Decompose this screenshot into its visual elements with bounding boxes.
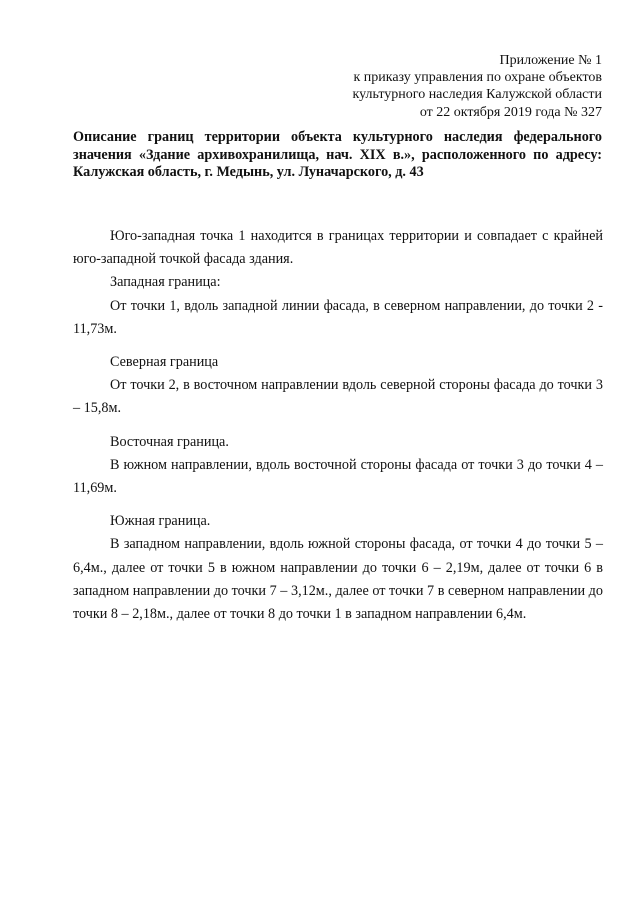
south-boundary-text: В западном направлении, вдоль южной стороны фасада, от точки 4 до точки 5 – 6,4м., далее от точки 5 в южном направлении до точки 6 – 2,19м, далее от точки 6 в западном направлении до точки 7 – 3,12м., далее от точки 7 в северном направлении до точки 8 – 2,18м., далее от точки 8 до точки 1 в западном направлении 6,4м. (73, 536, 603, 623)
south-boundary-heading: Южная граница. (110, 513, 211, 530)
appendix-line-authority: культурного наследия Калужской области (352, 87, 602, 103)
appendix-line-date: от 22 октября 2019 года № 327 (419, 104, 602, 120)
east-boundary-heading: Восточная граница. (110, 433, 229, 450)
document-title: Описание границ территории объекта культурного наследия федерального значения «Здание архивохранилища, нач. XIX в.», расположенного по адресу: Калужская область, г. Медынь, ул. Луначарского, д. 43 (73, 129, 602, 180)
west-boundary-heading: Западная граница: (110, 274, 221, 291)
appendix-line-order: к приказу управления по охране объектов (353, 70, 602, 86)
east-boundary-text: В южном направлении, вдоль восточной стороны фасада от точки 3 до точки 4 – 11,69м. (73, 456, 603, 497)
north-boundary-heading: Северная граница (110, 354, 219, 371)
north-boundary-text: От точки 2, в восточном направлении вдоль северной стороны фасада до точки 3 – 15,8м. (73, 377, 603, 417)
appendix-line-number: Приложение № 1 (499, 53, 602, 68)
intro-paragraph: Юго-западная точка 1 находится в границах территории и совпадает с крайней юго-западной точкой фасада здания. (73, 228, 603, 268)
document-body (73, 225, 603, 626)
west-boundary-text: От точки 1, вдоль западной линии фасада, в северном направлении, до точки 2 - 11,73м. (73, 297, 603, 337)
appendix-header (353, 52, 602, 121)
